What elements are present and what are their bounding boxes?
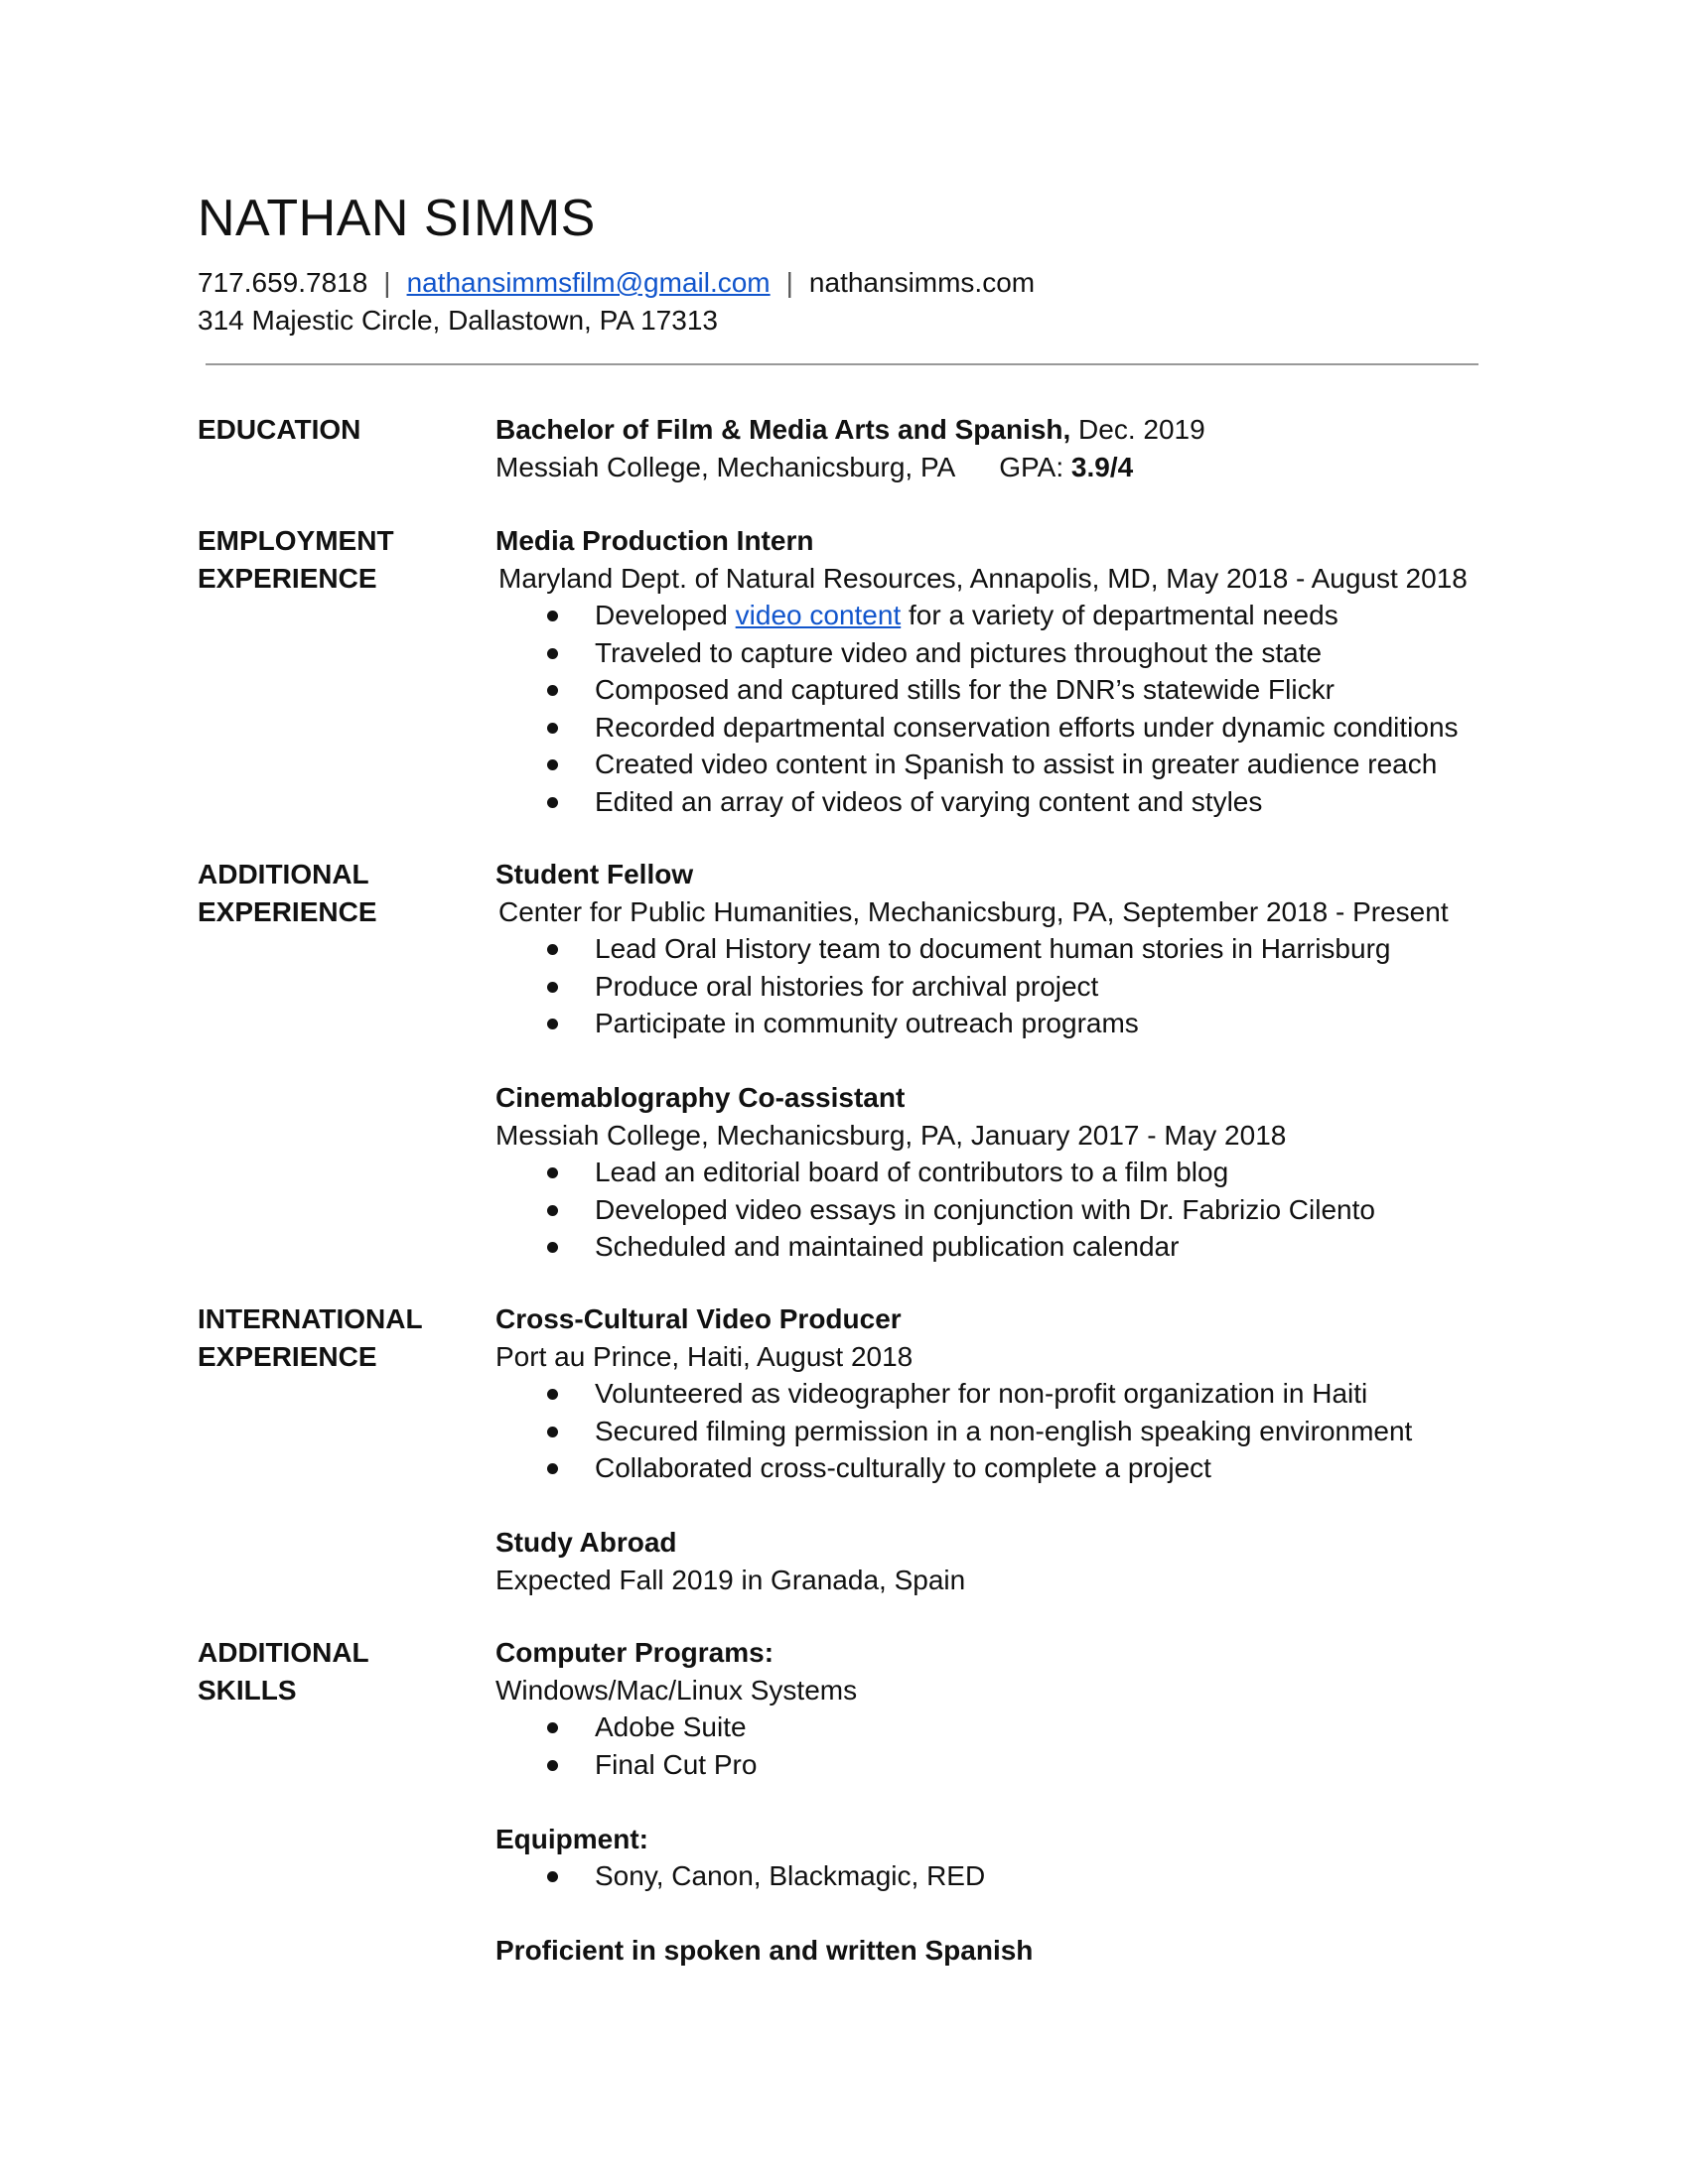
list-item: [495, 1191, 1488, 1229]
mailing-address: 314 Majestic Circle, Dallastown, PA 17313: [198, 305, 718, 336]
list-item: [495, 1375, 1488, 1413]
bullet-text: Collaborated cross-culturally to complete a project: [595, 1452, 1211, 1483]
school-name: Messiah College, Mechanicsburg, PA: [495, 451, 956, 482]
bullet-text: Developed video essays in conjunction with Dr. Fabrizio Cilento: [595, 1193, 1375, 1225]
bullet-icon: [547, 982, 558, 993]
phone-number: 717.659.7818: [198, 267, 368, 298]
job-title: Study Abroad: [495, 1527, 677, 1558]
section-label: [198, 856, 476, 931]
job-title: Student Fellow: [495, 859, 694, 889]
email-link[interactable]: nathansimmsfilm@gmail.com: [406, 267, 771, 298]
bullet-text: Lead Oral History team to document human stories in Harrisburg: [595, 933, 1391, 964]
list-item: [495, 1005, 1488, 1042]
section-label-line: EMPLOYMENT: [198, 525, 394, 556]
list-item: [495, 968, 1488, 1006]
bullet-icon: [547, 1463, 558, 1474]
degree-line: [495, 411, 1488, 449]
bullet-icon: [547, 685, 558, 696]
bullet-icon: [547, 759, 558, 770]
bullet-text: Created video content in Spanish to assist in greater audience reach: [595, 749, 1438, 779]
bullet-icon: [547, 1242, 558, 1253]
section-label-line: INTERNATIONAL: [198, 1303, 423, 1334]
bullet-text: Participate in community outreach programs: [595, 1008, 1139, 1038]
bullet-icon: [547, 944, 558, 955]
employment-content: [495, 522, 1488, 820]
bullet-icon: [547, 1871, 558, 1882]
school-line: [495, 449, 1488, 486]
job-title: Cinemablography Co-assistant: [495, 1082, 906, 1113]
skills-entry: [495, 1634, 1488, 1783]
section-label: [198, 522, 476, 598]
bullet-text: Edited an array of videos of varying content and styles: [595, 785, 1263, 817]
list-item: [495, 1154, 1488, 1191]
list-item: [495, 1746, 1488, 1784]
bullet-icon: [547, 611, 558, 621]
list-item: [495, 930, 1488, 968]
section-label-line: ADDITIONAL: [198, 1637, 369, 1668]
section-label: [198, 411, 476, 449]
skills-entry: [495, 1821, 1488, 1895]
bullet-list: [495, 930, 1488, 1042]
experience-entry: [495, 856, 1488, 1042]
bullet-list: [495, 1708, 1488, 1783]
experience-entry: [495, 1300, 1488, 1487]
bullet-icon: [547, 723, 558, 734]
section-label-line: EXPERIENCE: [198, 563, 377, 594]
degree-title: Bachelor of Film & Media Arts and Spanish,: [495, 414, 1071, 445]
list-item: [495, 1857, 1488, 1895]
bullet-text: Recorded departmental conservation efforts under dynamic conditions: [595, 711, 1459, 743]
section-label: [198, 1300, 476, 1376]
job-title: Cross-Cultural Video Producer: [495, 1303, 902, 1334]
candidate-name: NATHAN SIMMS: [198, 190, 596, 247]
bullet-list: [495, 1154, 1488, 1266]
bullet-icon: [547, 1722, 558, 1733]
video-content-link[interactable]: video content: [735, 600, 902, 630]
list-item: [495, 671, 1488, 709]
list-item: [495, 1449, 1488, 1487]
list-item: [495, 634, 1488, 672]
language-skill: Proficient in spoken and written Spanish: [495, 1935, 1034, 1966]
bullet-text: Produce oral histories for archival project: [595, 970, 1099, 1002]
contact-line: [198, 264, 1035, 302]
job-employer-dates: Expected Fall 2019 in Granada, Spain: [495, 1564, 966, 1595]
contact-separator: |: [383, 267, 391, 298]
bullet-text: Developed: [595, 600, 736, 630]
international-experience-content: [495, 1300, 1488, 1598]
degree-date: Dec. 2019: [1070, 414, 1205, 445]
job-employer-dates: Port au Prince, Haiti, August 2018: [495, 1340, 914, 1372]
bullet-text: Secured filming permission in a non-english speaking environment: [595, 1415, 1413, 1446]
list-item: [495, 597, 1488, 634]
bullet-list: [495, 597, 1488, 820]
list-item: [495, 1708, 1488, 1746]
skills-subtext: Windows/Mac/Linux Systems: [495, 1674, 858, 1706]
job-employer-dates: Center for Public Humanities, Mechanicsburg, PA, September 2018 - Present: [498, 895, 1449, 927]
skills-entry: [495, 1932, 1488, 1970]
bullet-icon: [547, 648, 558, 659]
job-employer-dates: Maryland Dept. of Natural Resources, Annapolis, MD, May 2018 - August 2018: [498, 562, 1468, 594]
bullet-text: Traveled to capture video and pictures throughout the state: [595, 636, 1323, 668]
gpa-label: GPA:: [999, 451, 1071, 482]
list-item: [495, 783, 1488, 821]
section-label-line: EXPERIENCE: [198, 896, 377, 927]
bullet-text: Lead an editorial board of contributors to a film blog: [595, 1157, 1229, 1187]
contact-separator: |: [785, 267, 793, 298]
bullet-icon: [547, 1389, 558, 1400]
experience-entry: [495, 1079, 1488, 1266]
section-label-line: EDUCATION: [198, 414, 361, 445]
list-item: [495, 746, 1488, 783]
bullet-icon: [547, 797, 558, 808]
section-label-line: SKILLS: [198, 1675, 297, 1706]
bullet-text: Composed and captured stills for the DNR’s statewide Flickr: [595, 674, 1335, 705]
gpa-value: 3.9/4: [1070, 451, 1134, 482]
experience-entry: [495, 1524, 1488, 1598]
website-text: nathansimms.com: [808, 267, 1036, 298]
gpa: [955, 452, 1133, 482]
bullet-icon: [547, 1760, 558, 1771]
education-content: [495, 411, 1488, 485]
header-divider: [206, 363, 1478, 365]
bullet-text: Scheduled and maintained publication calendar: [595, 1231, 1180, 1262]
bullet-icon: [547, 1167, 558, 1178]
job-title: Media Production Intern: [495, 525, 814, 556]
bullet-text: Adobe Suite: [595, 1711, 747, 1742]
list-item: [495, 1228, 1488, 1266]
bullet-icon: [547, 1427, 558, 1437]
bullet-list: [495, 1857, 1488, 1895]
section-label-line: EXPERIENCE: [198, 1341, 377, 1372]
skills-heading: Equipment:: [495, 1823, 648, 1854]
list-item: [495, 709, 1488, 747]
skills-heading: Computer Programs:: [495, 1637, 774, 1668]
bullet-text: Volunteered as videographer for non-profit organization in Haiti: [595, 1378, 1368, 1409]
bullet-text: for a variety of departmental needs: [901, 600, 1338, 630]
bullet-icon: [547, 1205, 558, 1216]
section-label-line: ADDITIONAL: [198, 859, 369, 889]
bullet-text: Sony, Canon, Blackmagic, RED: [595, 1860, 986, 1891]
bullet-list: [495, 1375, 1488, 1487]
bullet-text: Final Cut Pro: [595, 1748, 758, 1780]
list-item: [495, 1413, 1488, 1450]
job-employer-dates: Messiah College, Mechanicsburg, PA, January 2017 - May 2018: [495, 1119, 1287, 1151]
section-label: [198, 1634, 476, 1709]
bullet-icon: [547, 1019, 558, 1029]
additional-experience-content: [495, 856, 1488, 1266]
skills-content: [495, 1634, 1488, 1970]
